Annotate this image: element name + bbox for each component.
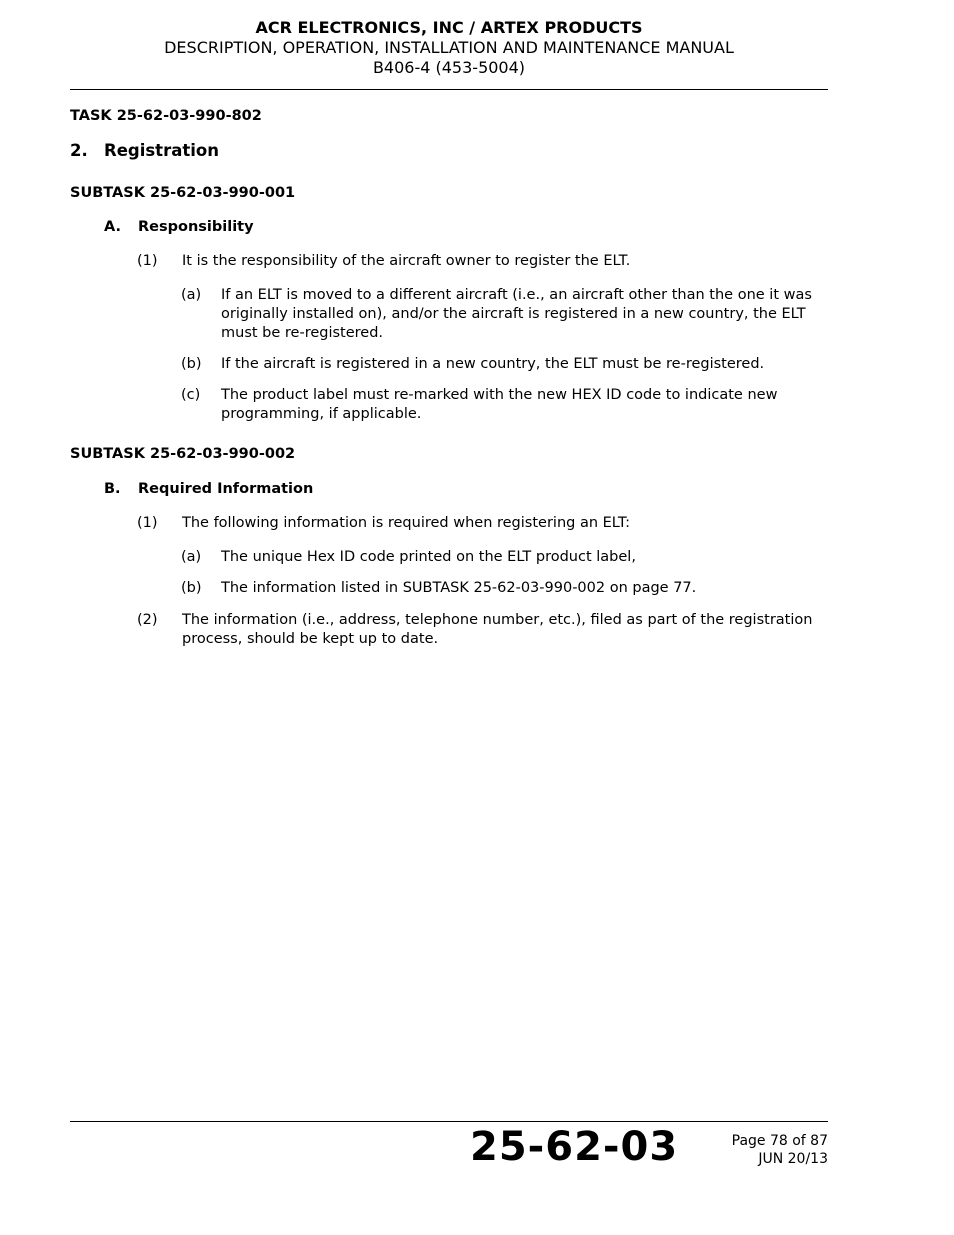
subsection-title: Required Information — [138, 481, 314, 497]
subsection-heading — [104, 218, 254, 237]
item-text: It is the responsibility of the aircraft owner to register the ELT. — [182, 253, 631, 269]
page-header — [70, 18, 828, 78]
footer-divider — [70, 1121, 828, 1122]
sub-item-marker: (b) — [181, 580, 202, 596]
sub-item-text: The unique Hex ID code printed on the ELT product label, — [221, 549, 636, 565]
sub-item-marker: (a) — [181, 549, 202, 565]
numbered-item — [137, 252, 837, 271]
item-text: The information (i.e., address, telephone number, etc.), filed as part of the registration process, should be kept up to date. — [182, 612, 813, 647]
section-title: Registration — [104, 141, 219, 160]
subsection-letter: A. — [104, 219, 121, 235]
section-heading — [70, 141, 219, 160]
subsection-letter: B. — [104, 481, 121, 497]
sub-item — [181, 355, 829, 374]
item-marker: (1) — [137, 515, 158, 531]
page-number: Page 78 of 87 — [731, 1133, 828, 1149]
task-label: TASK 25-62-03-990-802 — [70, 108, 262, 124]
sub-item-text: If an ELT is moved to a different aircraft (i.e., an aircraft other than the one it was originally installed on), and/or the aircraft is registered in a new country, the ELT must be re-registered. — [221, 287, 812, 341]
sub-item-marker: (a) — [181, 287, 202, 303]
sub-item-text: If the aircraft is registered in a new country, the ELT must be re-registered. — [221, 356, 765, 372]
item-marker: (1) — [137, 253, 158, 269]
subtask-label: SUBTASK 25-62-03-990-002 — [70, 446, 296, 462]
sub-item-text: The product label must re-marked with the new HEX ID code to indicate new programming, if applicable. — [221, 387, 778, 422]
section-number: 2. — [70, 141, 88, 160]
numbered-item — [137, 514, 837, 533]
sub-item-text: The information listed in SUBTASK 25-62-03-990-002 on page 77. — [221, 580, 697, 596]
sub-item — [181, 579, 829, 598]
sub-item-marker: (b) — [181, 356, 202, 372]
item-text: The following information is required when registering an ELT: — [182, 515, 631, 531]
sub-item — [181, 286, 829, 343]
numbered-item — [137, 611, 837, 649]
chapter-code: 25-62-03 — [470, 1124, 679, 1170]
sub-item — [181, 386, 829, 424]
header-divider — [70, 89, 828, 90]
page-info — [700, 1132, 828, 1168]
company-name: ACR ELECTRONICS, INC / ARTEX PRODUCTS — [255, 18, 643, 37]
manual-title: DESCRIPTION, OPERATION, INSTALLATION AND MAINTENANCE MANUAL — [164, 38, 734, 57]
revision-date: JUN 20/13 — [758, 1151, 828, 1167]
item-marker: (2) — [137, 612, 158, 628]
sub-item — [181, 548, 829, 567]
sub-item-marker: (c) — [181, 387, 201, 403]
subsection-title: Responsibility — [138, 219, 254, 235]
model-number: B406-4 (453-5004) — [372, 58, 526, 77]
subsection-heading — [104, 480, 313, 499]
subtask-label: SUBTASK 25-62-03-990-001 — [70, 185, 296, 201]
